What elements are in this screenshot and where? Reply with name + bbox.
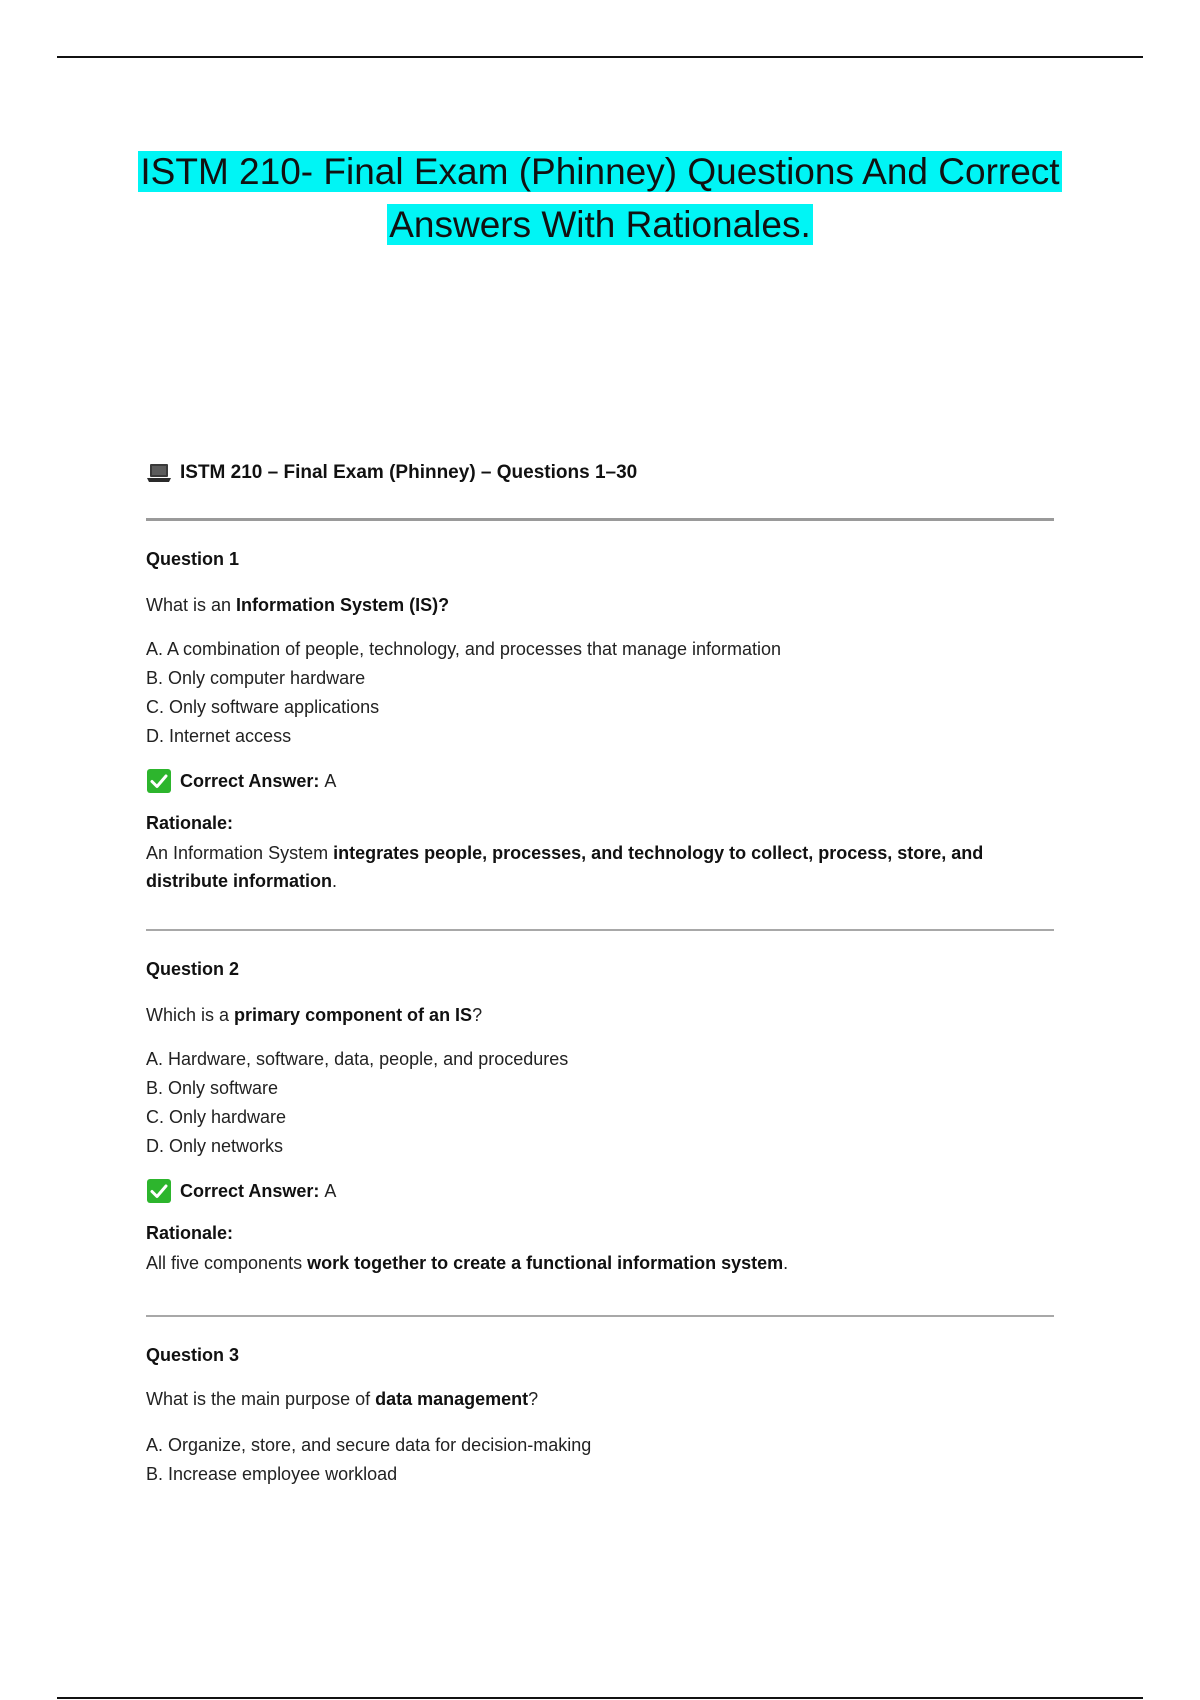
correct-answer — [146, 1177, 1054, 1205]
answer-options — [146, 1433, 1054, 1491]
correct-answer-label: Correct Answer: — [180, 1180, 320, 1201]
prompt-text: What is the main purpose of — [146, 1389, 376, 1409]
prompt-text: Which is a — [146, 1005, 235, 1025]
correct-answer — [146, 767, 1054, 795]
option-b: B. Only computer hardware — [146, 668, 366, 688]
rationale-tail: . — [783, 1253, 789, 1273]
correct-answer-value: A — [324, 770, 337, 791]
option-b: B. Increase employee workload — [146, 1464, 398, 1484]
question-prompt — [146, 1003, 1054, 1027]
rationale-label: Rationale: — [146, 813, 234, 833]
rationale-emphasis: integrates people, processes, and technology to collect, process, store, and distribute information — [146, 843, 984, 891]
option-c: C. Only software applications — [146, 697, 380, 717]
option-b: B. Only software — [146, 1078, 279, 1098]
answer-options — [146, 637, 1054, 753]
exam-content — [146, 460, 1054, 1491]
option-d: D. Internet access — [146, 726, 292, 746]
laptop-icon — [146, 462, 172, 484]
prompt-tail: ? — [528, 1389, 539, 1409]
question-label: Question 3 — [146, 1345, 240, 1365]
correct-answer-value: A — [324, 1180, 337, 1201]
rationale-intro: An Information System — [146, 843, 334, 863]
question-block-1 — [146, 547, 1054, 895]
section-heading — [146, 460, 1054, 486]
option-a: A. Organize, store, and secure data for decision-making — [146, 1435, 592, 1455]
title-line-1: ISTM 210- Final Exam (Phinney) Questions And Correct — [140, 151, 1060, 192]
page-top-rule — [57, 56, 1143, 58]
section-divider — [146, 518, 1054, 521]
document-title — [100, 145, 1100, 251]
rationale-text — [146, 1249, 1054, 1277]
prompt-emphasis: data management — [375, 1389, 529, 1409]
question-block-2 — [146, 957, 1054, 1277]
option-a: A. A combination of people, technology, and processes that manage information — [146, 639, 782, 659]
title-line-2: Answers With Rationales. — [389, 204, 811, 245]
question-divider — [146, 1315, 1054, 1317]
rationale-emphasis: work together to create a functional information system — [307, 1253, 784, 1273]
prompt-tail: ? — [472, 1005, 483, 1025]
question-label: Question 1 — [146, 549, 240, 569]
check-icon — [146, 1178, 172, 1204]
prompt-emphasis: primary component of an IS — [234, 1005, 473, 1025]
rationale-label: Rationale: — [146, 1223, 234, 1243]
rationale-intro: All five components — [146, 1253, 308, 1273]
check-icon — [146, 768, 172, 794]
question-label: Question 2 — [146, 959, 240, 979]
question-divider — [146, 929, 1054, 931]
rationale-text — [146, 839, 1054, 895]
option-d: D. Only networks — [146, 1136, 284, 1156]
section-heading-text: ISTM 210 – Final Exam (Phinney) – Questions 1–30 — [180, 462, 638, 483]
option-c: C. Only hardware — [146, 1107, 287, 1127]
question-prompt — [146, 1387, 1054, 1411]
rationale-tail: . — [332, 871, 338, 891]
option-a: A. Hardware, software, data, people, and procedures — [146, 1049, 569, 1069]
question-prompt — [146, 593, 1054, 617]
prompt-text: What is an — [146, 595, 237, 615]
page-bottom-rule — [57, 1697, 1143, 1699]
question-block-3 — [146, 1343, 1054, 1491]
correct-answer-label: Correct Answer: — [180, 770, 320, 791]
answer-options — [146, 1047, 1054, 1163]
prompt-emphasis: Information System (IS)? — [236, 595, 450, 615]
